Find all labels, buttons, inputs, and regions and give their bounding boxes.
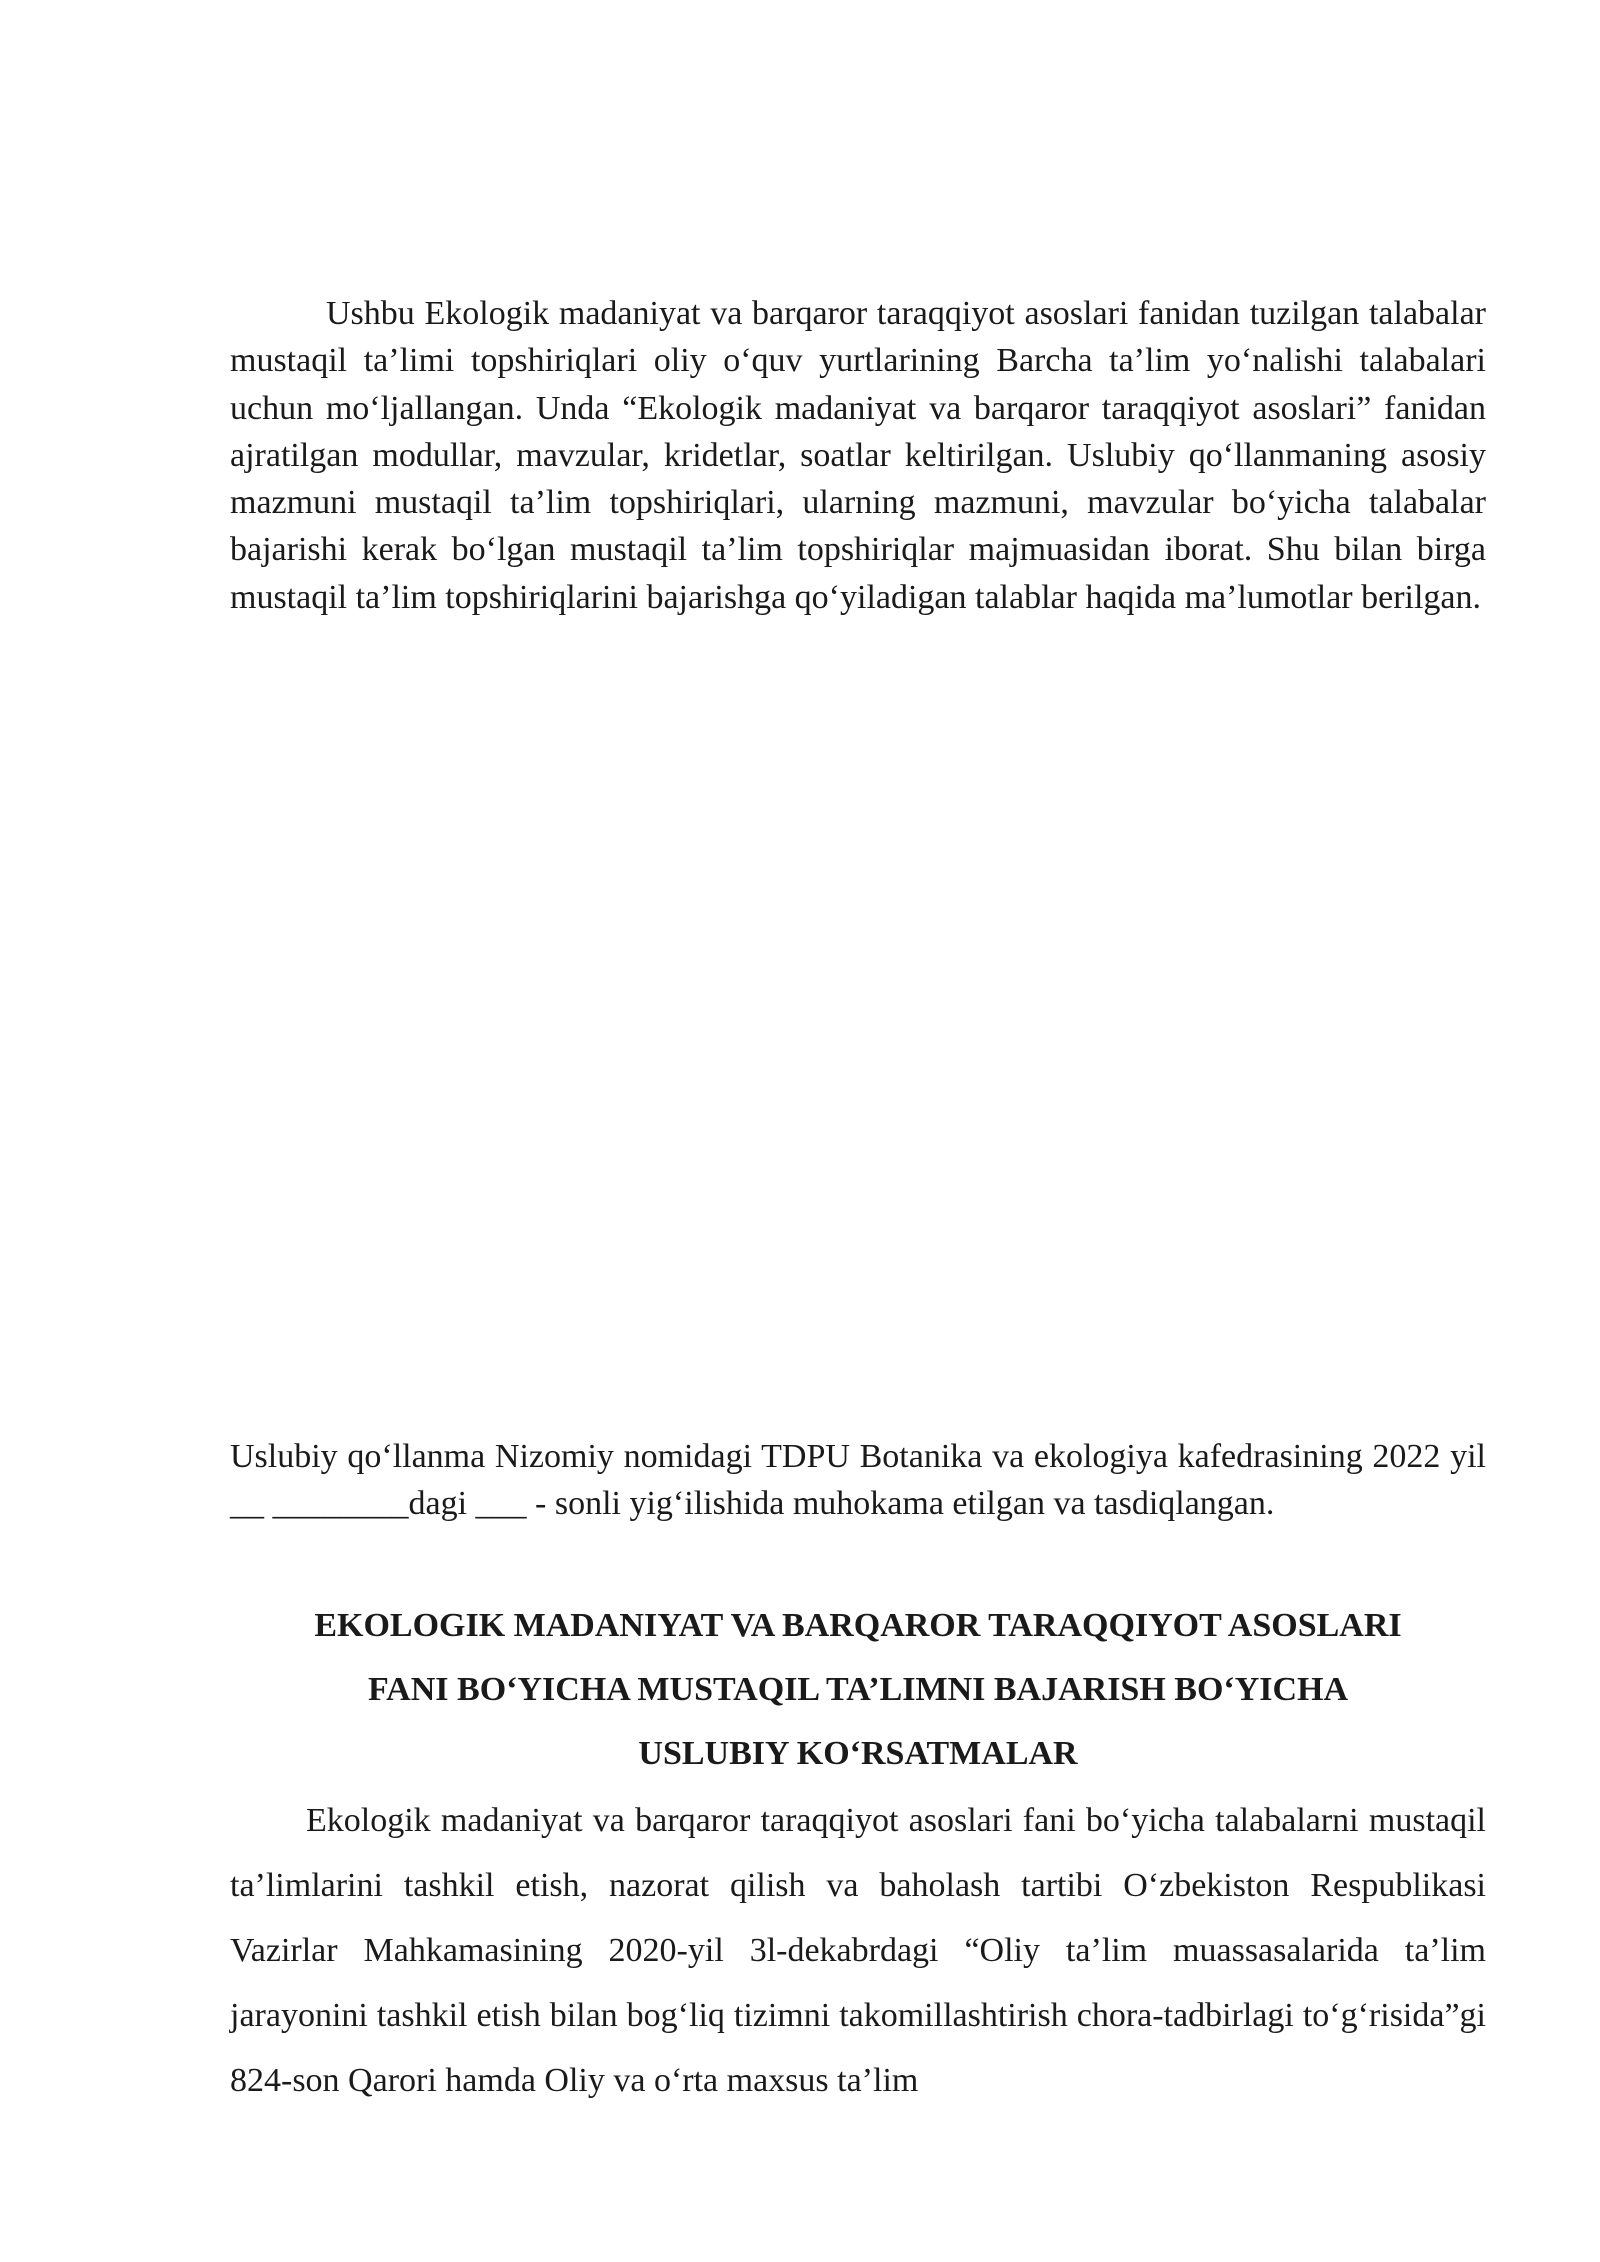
intro-paragraph: Ushbu Ekologik madaniyat va barqaror taraqqiyot asoslari fanidan tuzilgan talabalar mustaqil ta’limi topshiriqlari oliy o‘quv yurtlarining Barcha ta’lim yo‘nalishi talabalari uchun mo‘ljallangan. Unda “Ekologik madaniyat va barqaror taraqqiyot asoslari” fanidan ajratilgan modullar, mavzular, kridetlar, soatlar keltirilgan. Uslubiy qo‘llanmaning asosiy mazmuni mustaqil ta’lim topshiriqlari, ularning mazmuni, mavzular bo‘yicha talabalar bajarishi kerak bo‘lgan mustaqil ta’lim topshiriqlar majmuasidan iborat. Shu bilan birga mustaqil ta’lim topshiriqlarini bajarishga qo‘yiladigan talablar haqida ma’lumotlar berilgan. [230,295,1486,616]
approval-note: Uslubiy qo‘llanma Nizomiy nomidagi TDPU Botanika va ekologiya kafedrasining 2022 yil __ ________dagi ___ - sonli yig‘ilishida muhokama etilgan va tasdiqlangan. [230,1438,1486,1523]
heading-line-3: USLUBIY KO‘RSATMALAR [638,1735,1078,1772]
section-heading [230,1594,1486,1786]
body-paragraph: Ekologik madaniyat va barqaror taraqqiyot asoslari fani bo‘yicha talabalarni mustaqil ta’limlarini tashkil etish, nazorat qilish va baholash tartibi O‘zbekiston Respublikasi Vazirlar Mahkamasining 2020-yil 3l-dekabrdagi “Oliy ta’lim muassasalarida ta’lim jarayonini tashkil etish bilan bog‘liq tizimni takomillashtirish chora-tadbirlagi to‘g‘risida”gi 824-son Qarori hamda Oliy va o‘rta maxsus ta’lim [230,1802,1486,2099]
heading-line-2: FANI BO‘YICHA MUSTAQIL TA’LIMNI BAJARISH BO‘YICHA [367,1671,1349,1708]
heading-line-1: EKOLOGIK MADANIYAT VA BARQAROR TARAQQIYOT ASOSLARI [314,1607,1402,1644]
